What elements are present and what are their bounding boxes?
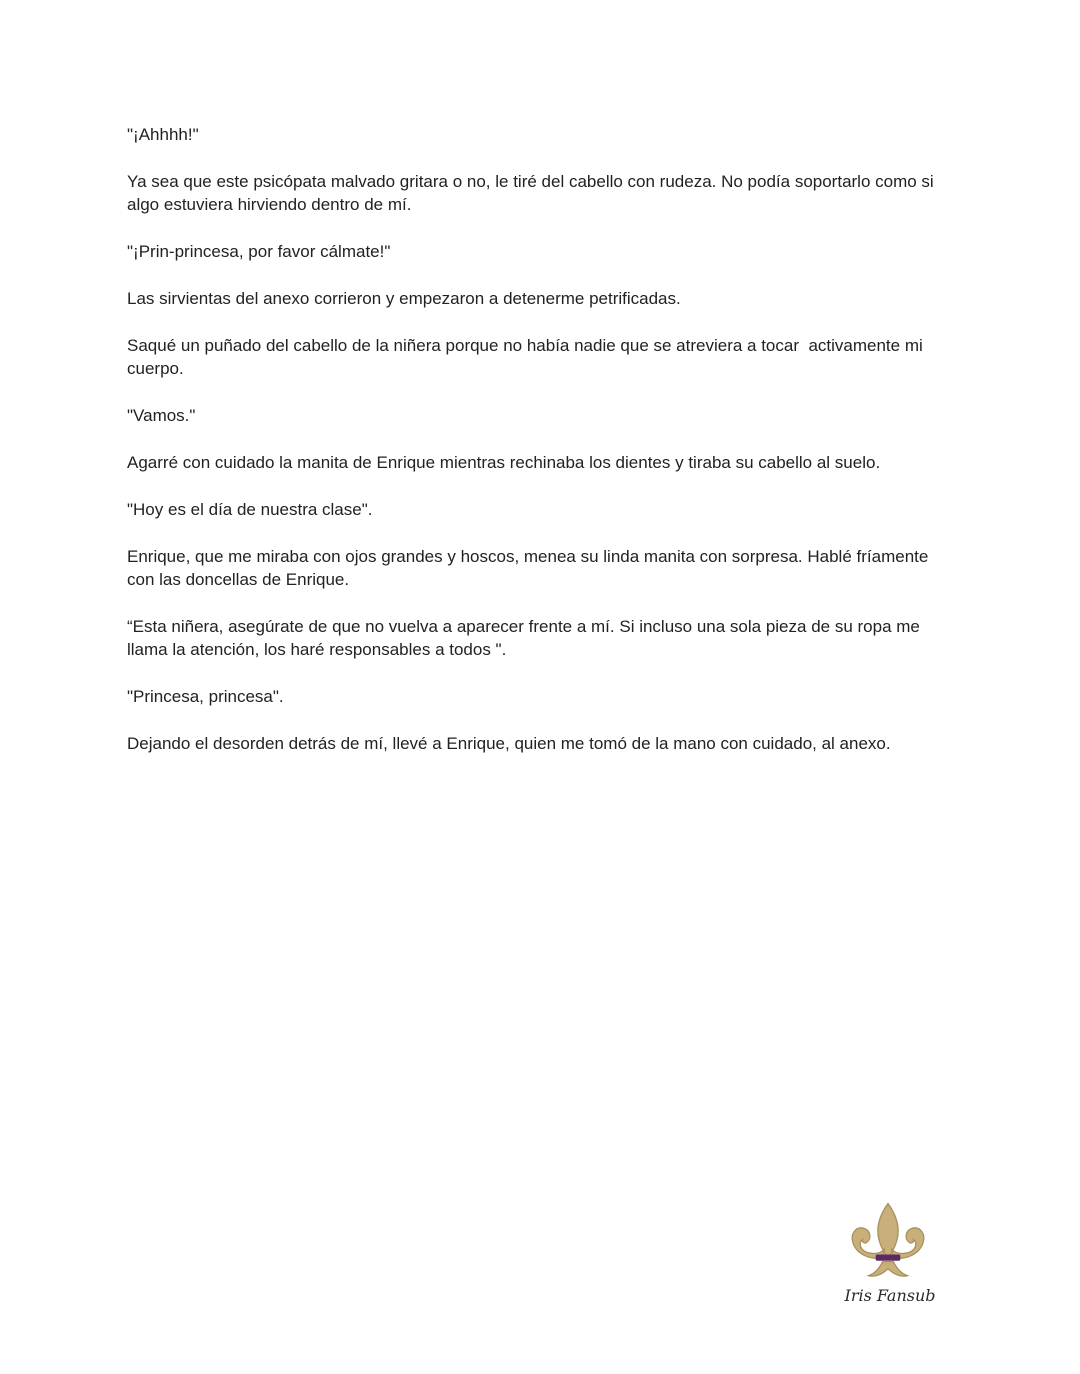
- fleur-de-lis-icon: [844, 1200, 932, 1288]
- paragraph-3: "¡Prin-princesa, por favor cálmate!": [127, 242, 391, 261]
- paragraph-7: Agarré con cuidado la manita de Enrique mientras rechinaba los dientes y tiraba su cabello al suelo.: [127, 453, 881, 472]
- paragraph-10: “Esta niñera, asegúrate de que no vuelva a aparecer frente a mí. Si incluso una sola pieza de su ropa me llama la atención, los haré responsables a todos ".: [127, 617, 925, 659]
- paragraph-4: Las sirvientas del anexo corrieron y empezaron a detenerme petrificadas.: [127, 289, 681, 308]
- paragraph-8: "Hoy es el día de nuestra clase".: [127, 500, 373, 519]
- document-body: [127, 123, 957, 779]
- paragraph-12: Dejando el desorden detrás de mí, llevé a Enrique, quien me tomó de la mano con cuidado, al anexo.: [127, 734, 891, 753]
- paragraph-2: Ya sea que este psicópata malvado gritara o no, le tiré del cabello con rudeza. No podía soportarlo como si algo estuviera hirviendo dentro de mí.: [127, 172, 939, 214]
- watermark-text: Iris Fansub: [844, 1286, 936, 1305]
- paragraph-6: "Vamos.": [127, 406, 196, 425]
- paragraph-9: Enrique, que me miraba con ojos grandes y hoscos, menea su linda manita con sorpresa. Hablé fríamente con las doncellas de Enrique.: [127, 547, 934, 589]
- iris-fansub-watermark: [840, 1200, 940, 1312]
- paragraph-11: "Princesa, princesa".: [127, 687, 284, 706]
- paragraph-1: "¡Ahhhh!": [127, 125, 199, 144]
- paragraph-5: Saqué un puñado del cabello de la niñera porque no había nadie que se atreviera a tocar activamente mi cuerpo.: [127, 336, 928, 378]
